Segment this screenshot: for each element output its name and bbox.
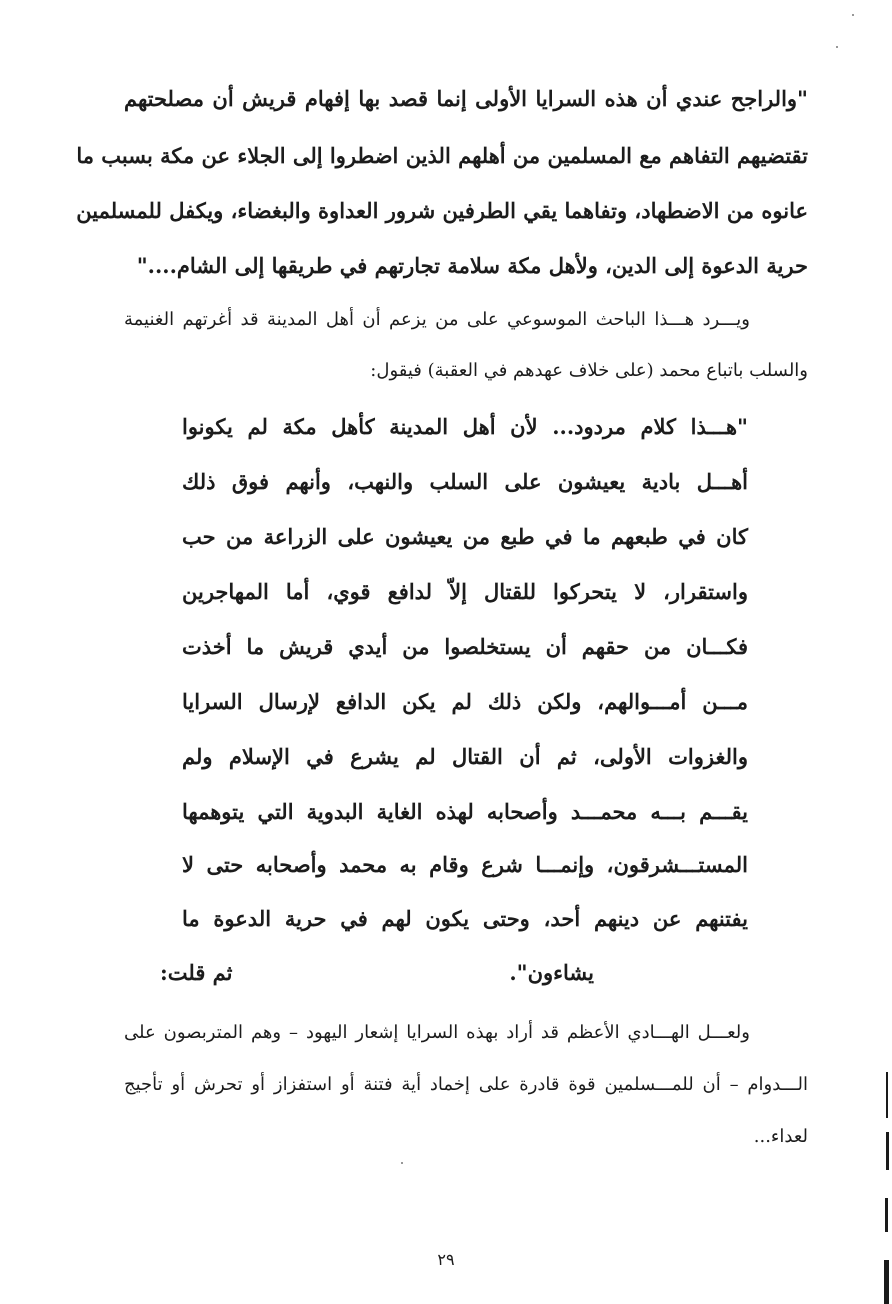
paragraph1-line-3: عانوه من الاضطهاد، وتفاهما يقي الطرفين شرور العداوة والبغضاء، ويكفل للمسلمين bbox=[76, 198, 808, 223]
scan-speck bbox=[836, 46, 838, 48]
scan-edge-mark bbox=[886, 1132, 889, 1170]
paragraph1-line-4: حرية الدعوة إلى الدين، ولأهل مكة سلامة تجارتهم في طريقها إلى الشام...." bbox=[136, 253, 808, 278]
quote-line-6: مـــن أمـــوالهم، ولكن ذلك لم يكن الدافع لإرسال السرايا bbox=[182, 689, 748, 714]
quote-line-1: "هـــذا كلام مردود... لأن أهل المدينة كأهل مكة لم يكونوا bbox=[182, 414, 748, 439]
quote-line-9: المستـــشرقون، وإنمـــا شرع وقام به محمد وأصحابه حتى لا bbox=[182, 852, 748, 877]
quote-ending: يشاءون". bbox=[509, 960, 594, 985]
quote-line-4: واستقرار، لا يتحركوا للقتال إلاّ لدافع قوي، أما المهاجرين bbox=[182, 579, 748, 604]
quote-line-5: فكـــان من حقهم أن يستخلصوا من أيدي قريش ما أخذت bbox=[182, 634, 748, 659]
paragraph3-line-1: ولعـــل الهـــادي الأعظم قد أراد بهذه السرايا إشعار اليهود – وهم المتربصون على bbox=[124, 1022, 750, 1043]
paragraph3-line-2: الـــدوام – أن للمـــسلمين قوة قادرة على إخماد أية فتنة أو استفزاز أو تحرش أو تأجيج bbox=[124, 1074, 808, 1095]
scan-edge-mark bbox=[885, 1198, 888, 1232]
paragraph1-line-1: "والراجح عندي أن هذه السرايا الأولى إنما قصد بها إفهام قريش أن مصلحتهم bbox=[124, 86, 808, 111]
paragraph2-line-1: ويـــرد هـــذا الباحث الموسوعي على من يزعم أن أهل المدينة قد أغرتهم الغنيمة bbox=[124, 309, 750, 330]
quote-line-10: يفتنهم عن دينهم أحد، وحتى يكون لهم في حرية الدعوة ما bbox=[182, 906, 748, 931]
quote-line-8: يقـــم بـــه محمـــد وأصحابه لهذه الغاية البدوية التي يتوهمها bbox=[182, 799, 748, 824]
scan-speck bbox=[852, 14, 854, 16]
page-number: ٢٩ bbox=[437, 1250, 455, 1269]
then-i-said: ثم قلت: bbox=[160, 960, 233, 985]
paragraph1-line-2: تقتضيهم التفاهم مع المسلمين من أهلهم الذين اضطروا إلى الجلاء عن مكة بسبب ما bbox=[76, 143, 808, 168]
scan-edge-mark bbox=[886, 1072, 888, 1118]
quote-line-2: أهـــل بادية يعيشون على السلب والنهب، وأنهم فوق ذلك bbox=[182, 469, 748, 494]
scan-speck bbox=[401, 1162, 403, 1164]
scan-edge-mark bbox=[884, 1260, 889, 1304]
quote-line-3: كان في طبعهم ما في طبع من يعيشون على الزراعة من حب bbox=[182, 524, 748, 549]
paragraph3-line-3: لعداء... bbox=[753, 1126, 808, 1147]
paragraph2-line-2: والسلب باتباع محمد (على خلاف عهدهم في العقبة) فيقول: bbox=[370, 360, 808, 381]
quote-line-7: والغزوات الأولى، ثم أن القتال لم يشرع في الإسلام ولم bbox=[182, 744, 748, 769]
